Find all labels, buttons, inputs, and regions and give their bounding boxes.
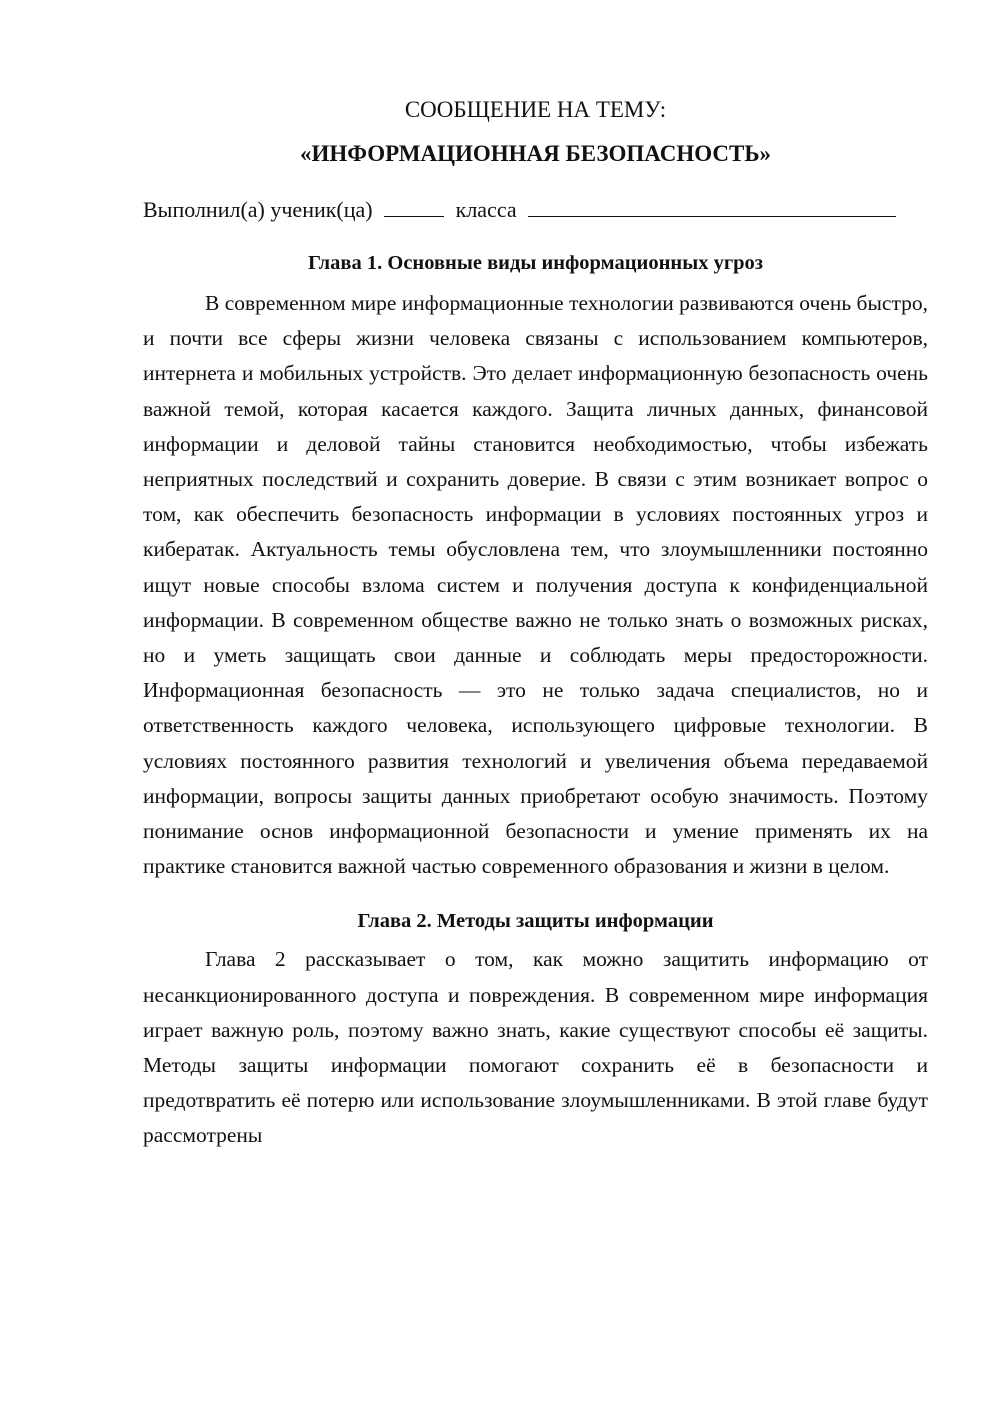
document-title-line1: СООБЩЕНИЕ НА ТЕМУ: [404,97,667,122]
chapter2-heading: Глава 2. Методы защиты информации [357,910,714,933]
author-middle: класса [455,197,517,222]
author-prefix: Выполнил(а) ученик(ца) [143,197,373,222]
chapter1-paragraph: В современном мире информационные технологии развиваются очень быстро, и почти все сферы жизни человека связаны с использованием компьютеров, интернета и мобильных устройств. Это делает информационную безопасность очень важной темой, которая касается каждого. Защита личных данных, финансовой информации и деловой тайны становится необходимостью, чтобы избежать неприятных последствий и сохранить доверие. В связи с этим возникает вопрос о том, как обеспечить безопасность информации в условиях постоянных угроз и кибератак. Актуальность темы обусловлена тем, что злоумышленники постоянно ищут новые способы взлома систем и получения доступа к конфиденциальной информации. В современном обществе важно не только знать о возможных рисках, но и уметь защищать свои данные и соблюдать меры предосторожности. Информационная безопасность — это не только задача специалистов, но и ответственность каждого человека, использующего цифровые технологии. В условиях постоянного развития технологий и увеличения объема передаваемой информации, вопросы защиты данных приобретают особую значимость. Поэтому понимание основ информационной безопасности и умение применять их на практике становится важной частью современного образования и жизни в целом. [143,291,928,879]
name-blank [528,196,896,217]
author-line [143,194,928,226]
class-number-blank [384,196,444,217]
chapter1-heading: Глава 1. Основные виды информационных угроз [307,252,764,274]
document-title-line2: «ИНФОРМАЦИОННАЯ БЕЗОПАСНОСТЬ» [299,141,772,166]
chapter2-paragraph: Глава 2 рассказывает о том, как можно защитить информацию от несанкционированного доступа и повреждения. В современном мире информация играет важную роль, поэтому важно знать, какие существуют способы её защиты. Методы защиты информации помогают сохранить её в безопасности и предотвратить её потерю или использование злоумышленниками. В этой главе будут рассмотрены [143,947,928,1148]
